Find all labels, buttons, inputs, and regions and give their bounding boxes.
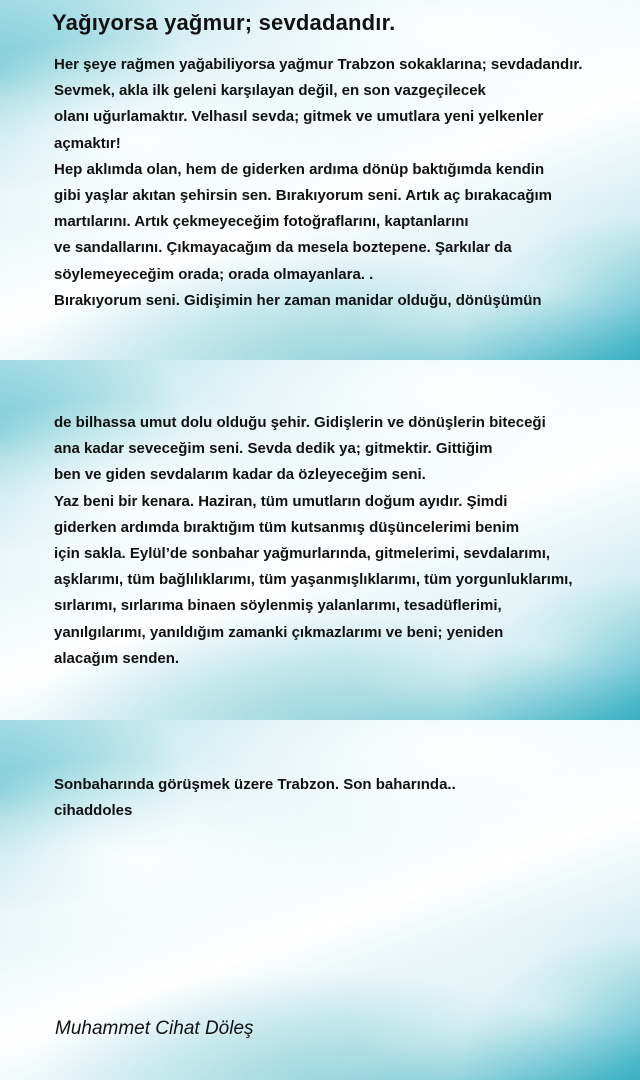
poem-line: giderken ardımda bıraktığım tüm kutsanmış düşüncelerimi benim — [54, 518, 520, 536]
poem-panel-1 — [0, 0, 640, 360]
poem-line: için sakla. Eylül’de sonbahar yağmurlarında, gitmelerimi, sevdalarımı, — [54, 545, 551, 563]
poem-line: ana kadar seveceğim seni. Sevda dedik ya; gitmektir. Gittiğim — [54, 440, 493, 458]
poem-line: yanılgılarımı, yanıldığım zamanki çıkmazlarımı ve beni; yeniden — [54, 623, 504, 641]
poem-line: Her şeye rağmen yağabiliyorsa yağmur Trabzon sokaklarına; sevdadandır. — [54, 56, 583, 73]
poem-line: ben ve giden sevdalarım kadar da özleyeceğim seni. — [54, 466, 426, 484]
poem-line: aşklarımı, tüm bağlılıklarımı, tüm yaşanmışlıklarımı, tüm yorgunluklarımı, — [54, 571, 573, 589]
poem-line: martılarını. Artık çekmeyeceğim fotoğraflarını, kaptanlarını — [54, 213, 469, 231]
poem-title: Yağıyorsa yağmur; sevdadandır. — [52, 10, 396, 35]
poem-line: olanı uğurlamaktır. Velhasıl sevda; gitmek ve umutlara yeni yelkenler — [54, 108, 544, 126]
poem-line: de bilhassa umut dolu olduğu şehir. Gidişlerin ve dönüşlerin biteceği — [54, 414, 546, 431]
poem-stanza-2 — [54, 410, 573, 672]
poem-panel-3 — [0, 720, 640, 1080]
poem-line: cihaddoles — [54, 802, 133, 820]
poem-line: Hep aklımda olan, hem de giderken ardıma dönüp baktığımda kendin — [54, 160, 545, 178]
poem-line: Sevmek, akla ilk geleni karşılayan değil, en son vazgeçilecek — [54, 82, 486, 100]
poem-line: Sonbaharında görüşmek üzere Trabzon. Son baharında.. — [54, 776, 456, 793]
poem-line: Bırakıyorum seni. Gidişimin her zaman manidar olduğu, dönüşümün — [54, 291, 542, 309]
poem-panel-2 — [0, 360, 640, 720]
poem-stanza-3 — [54, 772, 456, 824]
poem-line: ve sandallarını. Çıkmayacağım da mesela boztepene. Şarkılar da — [54, 239, 512, 257]
author-signature: Muhammet Cihat Döleş — [55, 1018, 254, 1039]
poem-stanza-1 — [54, 52, 583, 314]
poem-line: alacağım senden. — [54, 649, 180, 667]
poem-line: gibi yaşlar akıtan şehirsin sen. Bırakıyorum seni. Artık aç bırakacağım — [54, 187, 552, 205]
poem-line: Yaz beni bir kenara. Haziran, tüm umutların doğum ayıdır. Şimdi — [54, 492, 508, 510]
poem-line: sırlarımı, sırlarıma binaen söylenmiş yalanlarımı, tesadüflerimi, — [54, 597, 502, 615]
poem-line: söylemeyeceğim orada; orada olmayanlara. . — [54, 265, 374, 283]
poem-line: açmaktır! — [54, 134, 121, 152]
